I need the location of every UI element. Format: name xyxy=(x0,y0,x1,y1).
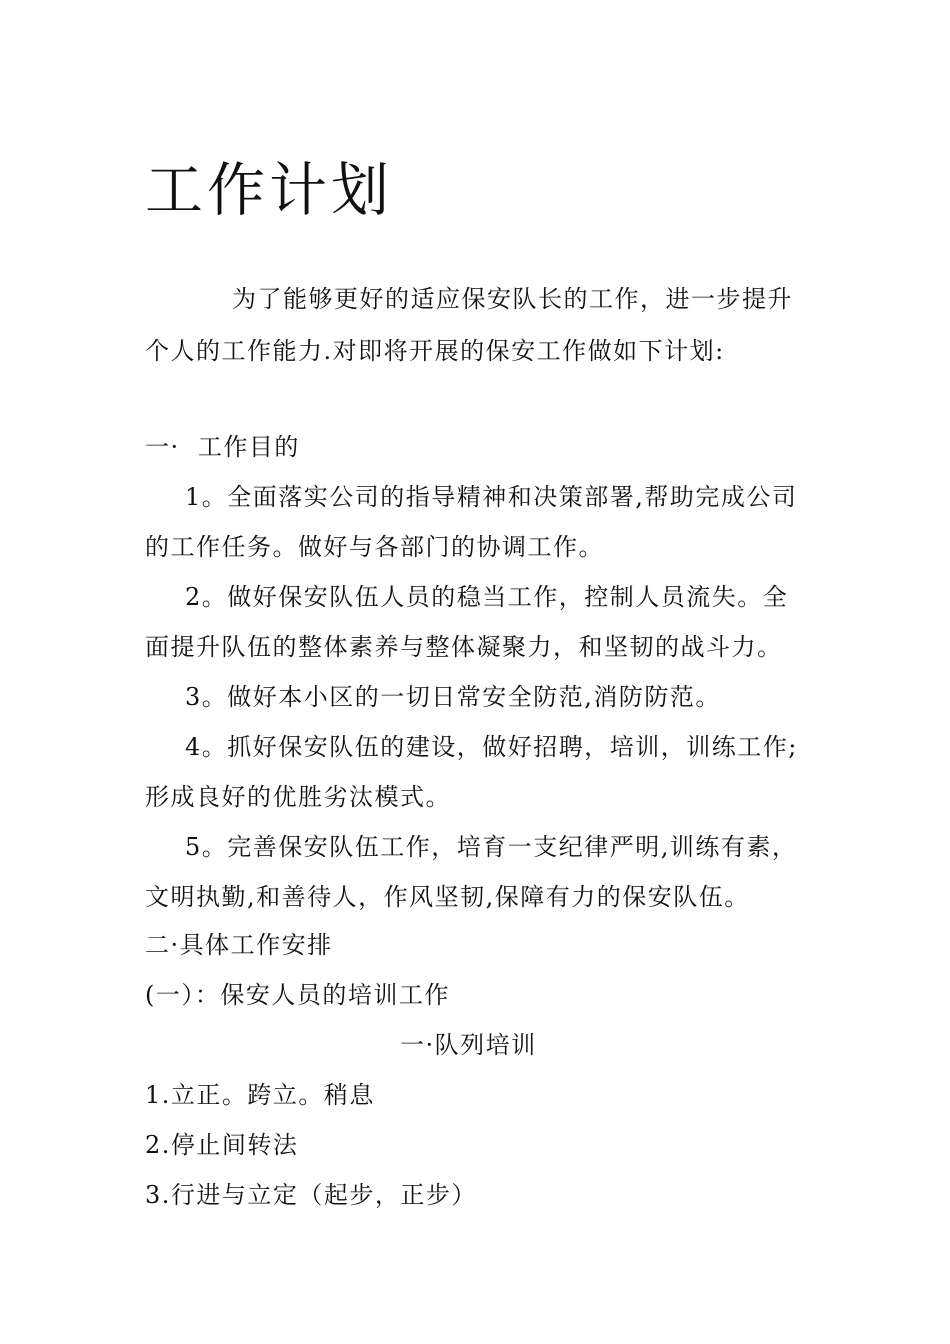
intro-line-1: 为了能够更好的适应保安队长的工作，进一步提升 xyxy=(232,285,793,313)
training-item-1: 1.立正。跨立。稍息 xyxy=(145,1081,375,1109)
goal-line-5: 3。做好本小区的一切日常安全防范,消防防范。 xyxy=(185,683,721,711)
document-title: 工作计划 xyxy=(145,156,394,224)
goal-line-4: 面提升队伍的整体素养与整体凝聚力，和坚韧的战斗力。 xyxy=(145,633,783,661)
training-item-3: 3.行进与立定（起步，正步） xyxy=(145,1181,477,1209)
goal-line-7: 形成良好的优胜劣汰模式。 xyxy=(145,783,451,811)
training-item-2: 2.停止间转法 xyxy=(145,1131,299,1159)
goal-line-3: 2。做好保安队伍人员的稳当工作，控制人员流失。全 xyxy=(185,583,789,611)
section2-heading: 二·具体工作安排 xyxy=(145,931,333,959)
training-heading: 一·队列培训 xyxy=(400,1031,537,1059)
goal-line-1: 1。全面落实公司的指导精神和决策部署,帮助完成公司 xyxy=(185,483,798,511)
subsection1-heading: (一）：保安人员的培训工作 xyxy=(145,981,450,1009)
goal-line-6: 4。抓好保安队伍的建设，做好招聘，培训，训练工作; xyxy=(185,733,798,761)
goal-line-9: 文明执勤,和善待人，作风坚韧,保障有力的保安队伍。 xyxy=(145,883,750,911)
goal-line-2: 的工作任务。做好与各部门的协调工作。 xyxy=(145,533,604,561)
intro-line-2: 个人的工作能力.对即将开展的保安工作做如下计划: xyxy=(145,337,725,365)
goal-line-8: 5。完善保安队伍工作，培育一支纪律严明,训练有素， xyxy=(185,833,798,861)
section1-heading: 一· 工作目的 xyxy=(145,433,300,461)
